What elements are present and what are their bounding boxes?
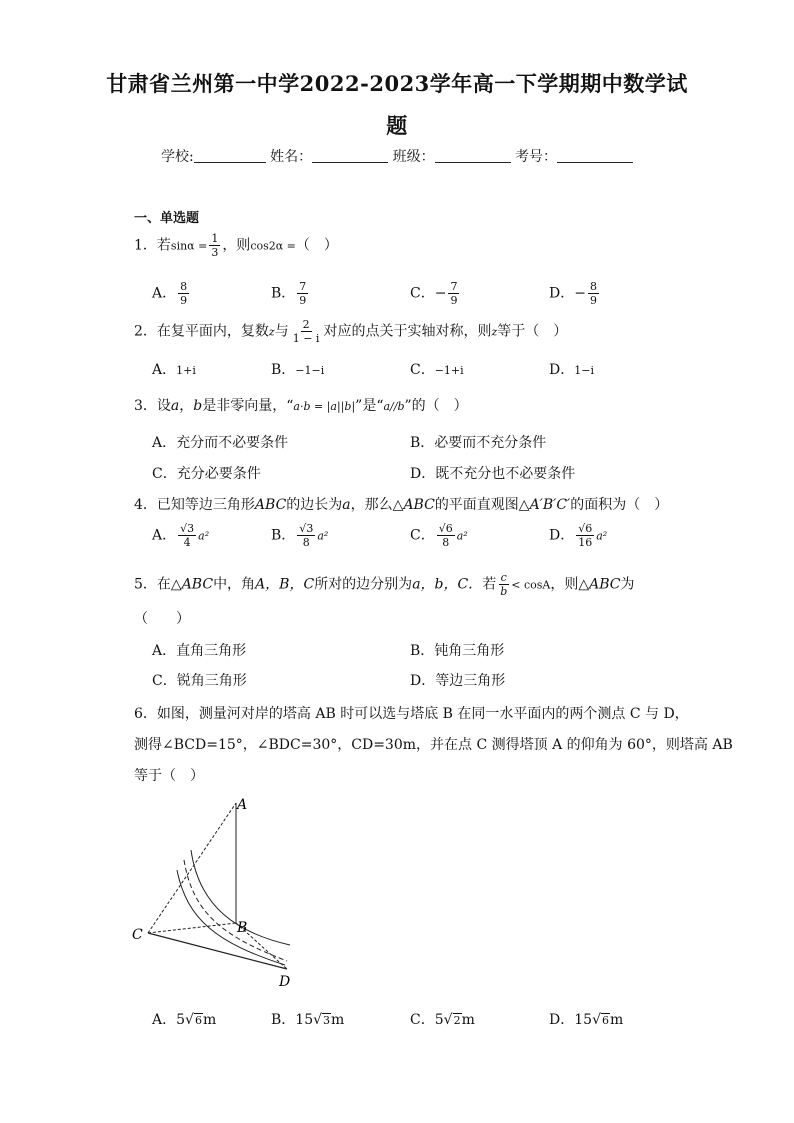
- q3-vector-b: b: [193, 398, 203, 414]
- radicand: 6: [445, 522, 453, 535]
- class-blank[interactable]: [435, 148, 511, 163]
- frac-den: 16: [578, 536, 593, 549]
- q4-text-b: 的边长为: [286, 497, 343, 513]
- q3-option-b[interactable]: [410, 432, 546, 452]
- q4-var-abc3: A′B′C′: [529, 497, 571, 513]
- student-info-row: [0, 146, 794, 166]
- q3-text: 3．设: [134, 398, 171, 414]
- point-a-label: A: [237, 797, 248, 813]
- option-sqrt: √6: [592, 1012, 609, 1028]
- q6-option-c[interactable]: [410, 1009, 475, 1029]
- option-tail: a²: [317, 529, 329, 543]
- q1-sin: sinα =: [170, 239, 208, 253]
- river-bank-curve: [177, 870, 285, 965]
- exam-no-label: 考号：: [515, 149, 558, 165]
- q1-text: 1．若: [134, 237, 171, 254]
- q3-stem: [134, 395, 468, 415]
- q4-text: 4．已知等边三角形: [134, 497, 255, 513]
- option-text: 必要而不充分条件: [434, 435, 547, 451]
- q1-option-c[interactable]: [410, 280, 461, 307]
- frac-num: c: [500, 571, 507, 584]
- q5-fraction: [498, 571, 509, 598]
- option-text: 充分而不必要条件: [176, 435, 289, 451]
- school-blank[interactable]: [194, 148, 266, 163]
- q2-text: 2．在复平面内，复数: [134, 323, 269, 340]
- q5-text-c: 所对的边分别为: [314, 576, 413, 593]
- option-label: B．: [271, 362, 296, 378]
- frac-num: √6: [578, 522, 593, 535]
- q1-fraction: [209, 232, 220, 259]
- frac-num: 7: [299, 280, 307, 293]
- option-label: B．: [410, 435, 435, 451]
- option-label: A．: [152, 362, 177, 378]
- exam-no-blank[interactable]: [557, 148, 633, 163]
- tower-measurement-figure: [127, 795, 297, 995]
- q5-stem: [134, 571, 635, 598]
- radicand: 6: [585, 522, 593, 535]
- q5-var-abc: ABC: [181, 576, 214, 593]
- section-heading: 一、单选题: [134, 211, 200, 226]
- frac-num: √6: [438, 522, 453, 535]
- option-unit: m: [609, 1012, 624, 1028]
- frac-den: 9: [450, 294, 458, 307]
- option-text: 1−i: [574, 364, 594, 377]
- option-label: C．: [410, 1012, 435, 1028]
- radicand: 3: [306, 522, 314, 535]
- q3-sep: ，: [179, 398, 194, 414]
- q2-option-c[interactable]: [410, 359, 464, 379]
- exam-title-line1: 甘肃省兰州第一中学2022-2023学年高一下学期期中数学试: [106, 71, 688, 96]
- q5-paren: （ ）: [134, 611, 190, 627]
- option-text: 直角三角形: [176, 643, 247, 659]
- q3-condition-2: a//b: [383, 400, 405, 413]
- option-fraction: [178, 522, 196, 549]
- option-label: B．: [271, 1012, 296, 1028]
- option-fraction: [437, 522, 455, 549]
- q4-var-abc: ABC: [254, 497, 287, 513]
- q4-var-a: a: [342, 497, 351, 513]
- q2-var-z: z: [268, 325, 275, 339]
- frac-den: 4: [183, 536, 191, 549]
- q6-line-3: 等于（ ）: [134, 768, 204, 784]
- frac-den: 9: [299, 294, 307, 307]
- q1-cos: cos2α =: [250, 239, 296, 253]
- option-text: −1−i: [295, 364, 325, 377]
- option-label: A．: [152, 1012, 177, 1028]
- q1-option-a[interactable]: [152, 280, 191, 307]
- frac-den: 1 − i: [292, 332, 320, 345]
- option-coef: 5: [434, 1012, 444, 1028]
- frac-den: 8: [302, 536, 310, 549]
- q3-option-c[interactable]: [152, 463, 261, 483]
- frac-den: 9: [180, 294, 188, 307]
- q5-text-f: 为: [620, 576, 635, 593]
- q4-option-b[interactable]: [271, 522, 328, 549]
- q1-frac-num: 1: [211, 232, 219, 245]
- q6-option-a[interactable]: [152, 1009, 216, 1029]
- q5-inequality: < cosA: [511, 578, 551, 592]
- q2-text-b: 与: [274, 323, 289, 340]
- option-label: D．: [410, 466, 436, 482]
- option-sign: −: [434, 285, 447, 302]
- option-text: 充分必要条件: [176, 466, 261, 482]
- q5-text-e: ，则△: [550, 576, 590, 593]
- option-label: C．: [410, 527, 435, 544]
- option-label: D．: [410, 673, 436, 689]
- exam-title-line2: 题: [386, 113, 408, 138]
- q2-option-a[interactable]: [152, 359, 196, 379]
- q4-option-d[interactable]: [549, 522, 607, 549]
- option-text: 锐角三角形: [176, 673, 247, 689]
- option-tail: a²: [198, 529, 210, 543]
- option-fraction: [576, 522, 594, 549]
- option-label: D．: [549, 285, 575, 302]
- radicand: 6: [601, 1014, 609, 1027]
- frac-num: 2: [302, 318, 310, 331]
- name-blank[interactable]: [312, 148, 388, 163]
- option-label: C．: [410, 362, 435, 378]
- q5-text: 5．在△: [134, 576, 182, 593]
- frac-den: b: [500, 585, 508, 598]
- q1-option-b[interactable]: [271, 280, 310, 307]
- option-sqrt: √6: [185, 1012, 202, 1028]
- q4-text-d: 的平面直观图△: [434, 497, 530, 513]
- q1-frac-den: 3: [211, 246, 219, 259]
- option-text: 1+i: [176, 364, 196, 377]
- option-coef: 15: [295, 1012, 314, 1028]
- q3-vector-a: a: [170, 398, 180, 414]
- option-label: C．: [410, 285, 435, 302]
- option-unit: m: [461, 1012, 475, 1028]
- option-label: B．: [410, 643, 435, 659]
- option-unit: m: [202, 1012, 217, 1028]
- option-label: C．: [152, 673, 177, 689]
- q1-option-d[interactable]: [549, 280, 601, 307]
- q2-var-z2: z: [491, 325, 498, 339]
- name-label: 姓名：: [270, 149, 313, 165]
- option-sqrt: √3: [313, 1012, 331, 1028]
- option-text: 等边三角形: [435, 673, 506, 689]
- q4-stem: [134, 494, 668, 514]
- q5-option-a[interactable]: [152, 640, 246, 660]
- q5-text-b: 中，角: [213, 576, 256, 593]
- q4-text-c: ，那么△: [350, 497, 404, 513]
- option-tail: a²: [456, 529, 468, 543]
- q5-option-d[interactable]: [410, 670, 505, 690]
- option-text: 既不充分也不必要条件: [435, 466, 576, 482]
- q1-paren: （ ）: [295, 237, 338, 254]
- option-label: A．: [152, 527, 177, 544]
- q1-text-b: ，则: [222, 237, 251, 254]
- option-fraction: [297, 522, 315, 549]
- option-fraction: [178, 280, 189, 307]
- option-label: B．: [271, 285, 296, 302]
- q3-option-a[interactable]: [152, 432, 288, 452]
- q6-line-2: 测得∠BCD=15°，∠BDC=30°，CD=30m，并在点 C 测得塔顶 A 的仰角为 60°，则塔高 AB: [134, 737, 733, 753]
- option-label: A．: [152, 643, 177, 659]
- point-d-label: D: [279, 974, 291, 990]
- frac-num: 8: [180, 280, 188, 293]
- q3-text-c: ”是“: [355, 398, 384, 414]
- q4-option-c[interactable]: [410, 522, 468, 549]
- option-coef: 5: [176, 1012, 186, 1028]
- option-text: 钝角三角形: [434, 643, 505, 659]
- q5-option-c[interactable]: [152, 670, 247, 690]
- q5-sides: a，b，C: [412, 576, 469, 593]
- option-fraction: [297, 280, 308, 307]
- point-c-label: C: [132, 927, 143, 943]
- option-fraction: [448, 280, 459, 307]
- q6-option-b[interactable]: [271, 1009, 344, 1029]
- option-label: A．: [152, 285, 177, 302]
- radicand: 6: [194, 1014, 202, 1027]
- q3-text-d: ”的（ ）: [404, 398, 468, 414]
- q2-text-d: 等于（ ）: [497, 323, 568, 340]
- option-label: C．: [152, 466, 177, 482]
- q2-option-d[interactable]: [549, 359, 594, 379]
- radicand: 3: [187, 522, 195, 535]
- q3-condition-1: a·b = |a||b|: [293, 400, 356, 413]
- option-sqrt: √2: [443, 1012, 461, 1028]
- point-b-label: B: [237, 920, 248, 936]
- q5-var-abc2: ABC: [589, 576, 621, 593]
- q5-option-b[interactable]: [410, 640, 504, 660]
- option-sign: −: [574, 285, 586, 302]
- option-tail: a²: [596, 529, 608, 543]
- option-label: B．: [271, 527, 296, 544]
- class-label: 班级：: [392, 149, 435, 165]
- option-label: D．: [549, 1012, 575, 1028]
- radicand: 3: [323, 1014, 331, 1027]
- frac-num: 8: [589, 280, 597, 293]
- q6-option-d[interactable]: [549, 1009, 623, 1029]
- q1-stem: [134, 232, 338, 259]
- q5-text-d: ．若: [468, 576, 497, 593]
- option-label: D．: [549, 362, 575, 378]
- radicand: 2: [453, 1014, 461, 1027]
- option-label: A．: [152, 435, 177, 451]
- q2-fraction: [291, 318, 322, 345]
- q4-var-abc2: ABC: [403, 497, 435, 513]
- q3-option-d[interactable]: [410, 463, 575, 483]
- frac-den: 8: [442, 536, 450, 549]
- option-label: D．: [549, 527, 575, 544]
- q6-line-1: 6．如图，测量河对岸的塔高 AB 时可以选与塔底 B 在同一水平面内的两个测点 C 与 D，: [134, 706, 689, 722]
- frac-num: √3: [299, 522, 314, 535]
- q2-option-b[interactable]: [271, 359, 324, 379]
- q4-text-e: 的面积为（ ）: [570, 497, 669, 513]
- school-label: 学校:: [160, 149, 194, 165]
- frac-den: 9: [589, 294, 597, 307]
- q5-angles: A，B，C: [255, 576, 315, 593]
- q2-stem: [134, 318, 567, 345]
- q2-text-c: 对应的点关于实轴对称，则: [323, 323, 492, 340]
- option-text: −1+i: [434, 364, 464, 377]
- q4-option-a[interactable]: [152, 522, 209, 549]
- option-fraction: [588, 280, 599, 307]
- frac-num: √3: [180, 522, 195, 535]
- frac-num: 7: [450, 280, 458, 293]
- option-coef: 15: [574, 1012, 593, 1028]
- option-unit: m: [331, 1012, 345, 1028]
- q3-text-b: 是非零向量，“: [202, 398, 294, 414]
